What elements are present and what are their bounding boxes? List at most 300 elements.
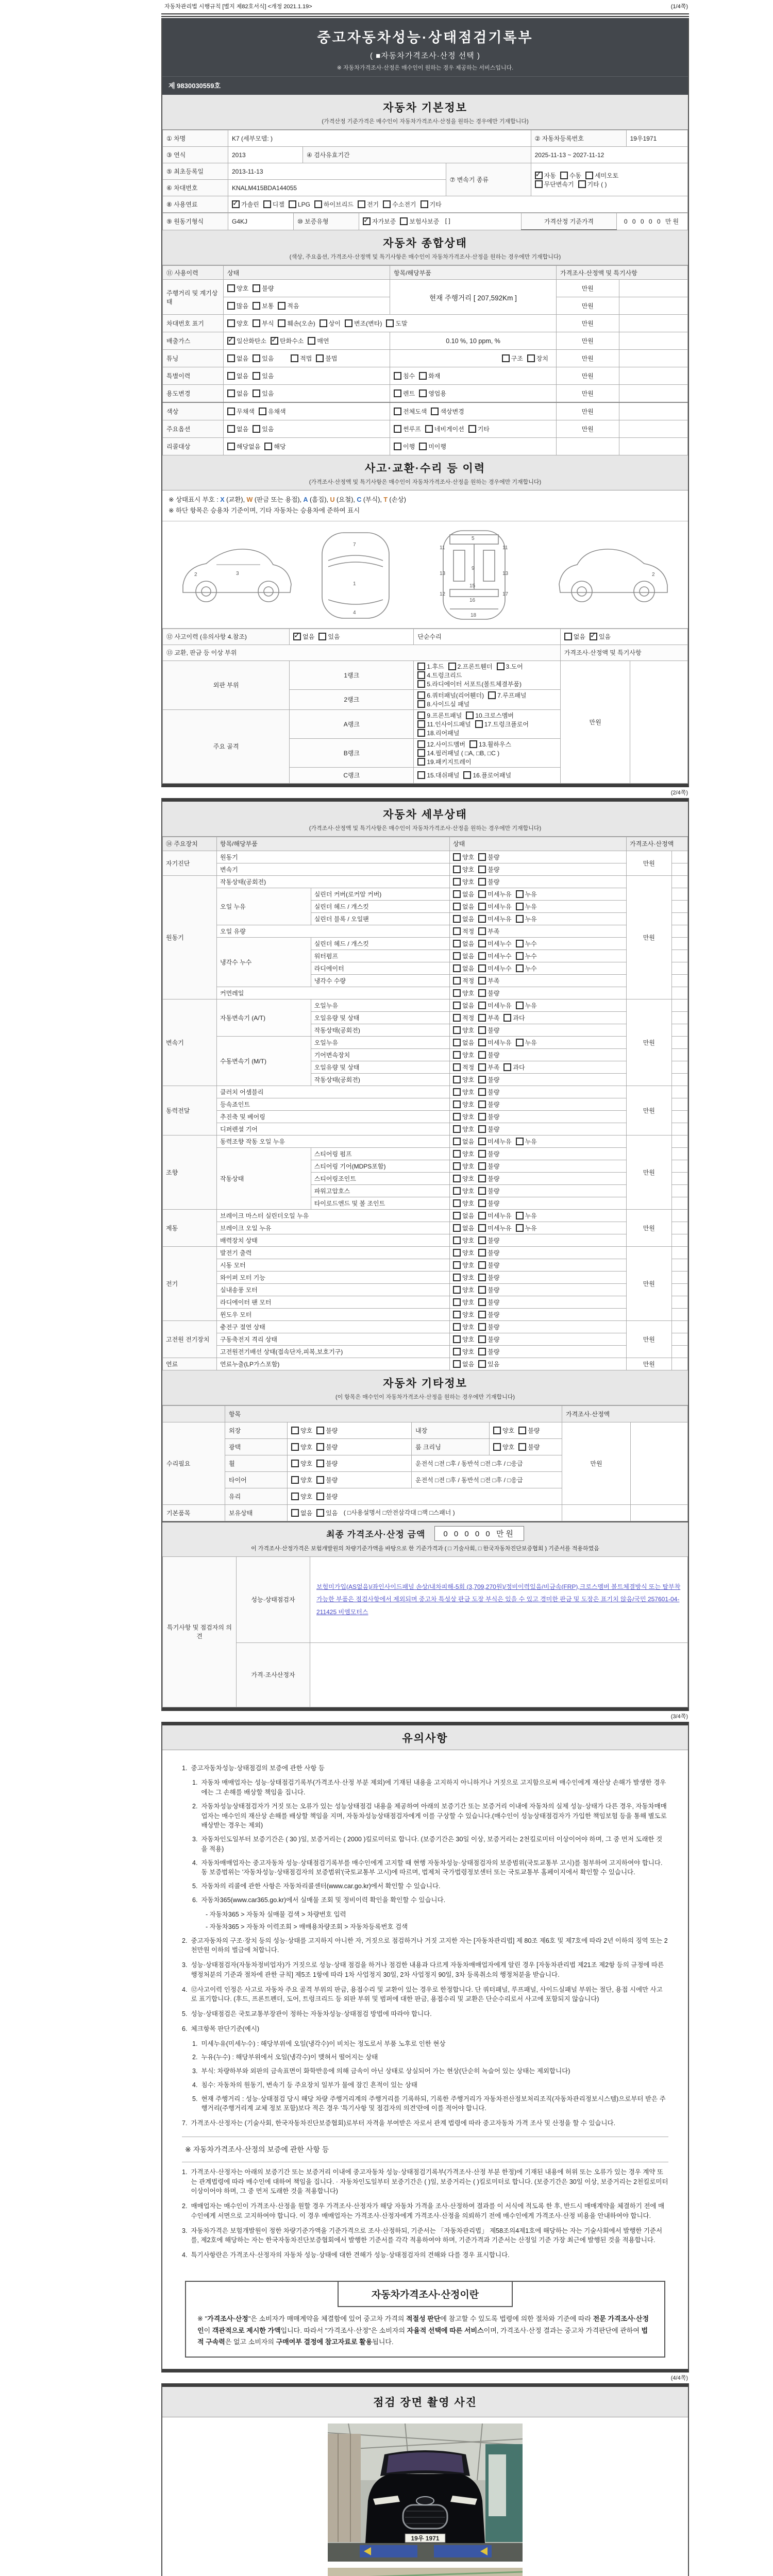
checkbox-option[interactable] xyxy=(478,902,511,911)
checkbox[interactable] xyxy=(289,200,296,208)
checkbox[interactable] xyxy=(417,729,425,737)
checkbox-option[interactable] xyxy=(564,632,585,641)
checkbox-option[interactable] xyxy=(469,740,511,749)
checkbox[interactable] xyxy=(253,302,260,310)
checkbox-option[interactable] xyxy=(291,1459,312,1468)
checkbox-option[interactable] xyxy=(453,927,474,936)
checkbox-option[interactable] xyxy=(516,890,537,899)
checkbox-option[interactable] xyxy=(417,728,459,737)
checkbox-option[interactable] xyxy=(453,952,474,960)
checkbox-option[interactable] xyxy=(419,389,446,398)
checkbox-option[interactable] xyxy=(308,336,329,345)
checkbox[interactable] xyxy=(453,964,461,972)
checkbox-option[interactable] xyxy=(425,425,464,433)
checkbox-option[interactable] xyxy=(291,1426,312,1435)
checkbox-option[interactable] xyxy=(478,890,511,899)
checkbox-option[interactable] xyxy=(316,1476,338,1484)
checkbox-option[interactable] xyxy=(453,1088,474,1096)
checkbox[interactable] xyxy=(516,903,524,910)
checkbox-option[interactable] xyxy=(516,1137,537,1146)
checkbox-option[interactable] xyxy=(291,1476,312,1484)
checkbox[interactable] xyxy=(453,1360,461,1368)
checkbox[interactable] xyxy=(417,720,425,728)
checkbox[interactable] xyxy=(291,1493,299,1500)
checkbox-option[interactable] xyxy=(463,771,511,779)
checkbox[interactable] xyxy=(383,200,391,208)
checkbox[interactable] xyxy=(316,1443,324,1451)
checkbox-option[interactable] xyxy=(316,1509,338,1517)
checkbox[interactable] xyxy=(453,903,461,910)
checkbox[interactable] xyxy=(400,217,408,225)
checkbox[interactable] xyxy=(478,940,486,947)
checkbox-option[interactable] xyxy=(271,336,304,345)
checkbox[interactable] xyxy=(478,853,486,861)
checkbox-option[interactable] xyxy=(253,389,274,398)
checkbox[interactable] xyxy=(316,1476,324,1484)
checkbox-option[interactable] xyxy=(453,1075,474,1084)
checkbox[interactable] xyxy=(227,443,235,450)
checkbox-option[interactable] xyxy=(453,1026,474,1035)
checkbox-option[interactable] xyxy=(227,301,248,310)
checkbox-option[interactable] xyxy=(453,1285,474,1294)
checkbox[interactable] xyxy=(419,372,427,380)
checkbox[interactable] xyxy=(527,354,535,362)
checkbox[interactable] xyxy=(478,1076,486,1083)
checkbox-option[interactable] xyxy=(516,914,537,923)
checkbox[interactable] xyxy=(417,700,425,708)
checkbox[interactable] xyxy=(478,915,486,923)
checkbox-option[interactable] xyxy=(278,301,299,310)
checkbox[interactable] xyxy=(478,1063,486,1071)
checkbox-option[interactable] xyxy=(227,389,248,398)
checkbox-option[interactable] xyxy=(527,354,548,363)
checkbox-checked[interactable] xyxy=(271,337,278,345)
checkbox[interactable] xyxy=(417,680,425,688)
checkbox-option[interactable] xyxy=(516,939,537,948)
checkbox[interactable] xyxy=(478,1162,486,1170)
checkbox-option[interactable] xyxy=(453,1038,474,1047)
checkbox[interactable] xyxy=(453,1236,461,1244)
checkbox[interactable] xyxy=(453,915,461,923)
checkbox-option[interactable] xyxy=(431,407,464,416)
checkbox-option[interactable] xyxy=(417,771,459,779)
checkbox[interactable] xyxy=(453,1076,461,1083)
checkbox[interactable] xyxy=(453,1039,461,1046)
checkbox[interactable] xyxy=(448,663,456,670)
checkbox-option[interactable] xyxy=(478,1224,511,1232)
checkbox[interactable] xyxy=(417,671,425,679)
checkbox-option[interactable] xyxy=(478,1360,499,1368)
checkbox[interactable] xyxy=(394,408,401,415)
checkbox-option[interactable] xyxy=(253,284,274,293)
checkbox-option[interactable] xyxy=(453,1248,474,1257)
checkbox-option[interactable] xyxy=(394,389,415,398)
checkbox-option[interactable] xyxy=(478,1013,499,1022)
checkbox-option[interactable] xyxy=(478,1174,499,1183)
checkbox-option[interactable] xyxy=(419,371,440,380)
checkbox[interactable] xyxy=(425,425,433,433)
checkbox[interactable] xyxy=(516,940,524,947)
checkbox[interactable] xyxy=(518,1427,526,1434)
checkbox[interactable] xyxy=(478,1199,486,1207)
checkbox[interactable] xyxy=(453,1100,461,1108)
checkbox-option[interactable] xyxy=(293,632,314,641)
checkbox-option[interactable] xyxy=(316,1492,338,1501)
checkbox-option[interactable] xyxy=(227,354,248,363)
checkbox-option[interactable] xyxy=(394,425,421,433)
checkbox[interactable] xyxy=(503,1063,511,1071)
checkbox[interactable] xyxy=(453,977,461,985)
checkbox-option[interactable] xyxy=(291,354,312,363)
checkbox[interactable] xyxy=(453,1298,461,1306)
checkbox[interactable] xyxy=(478,927,486,935)
checkbox[interactable] xyxy=(453,1026,461,1034)
checkbox[interactable] xyxy=(417,711,425,719)
checkbox-option[interactable] xyxy=(417,749,499,757)
checkbox[interactable] xyxy=(453,1162,461,1170)
checkbox[interactable] xyxy=(417,663,425,670)
checkbox[interactable] xyxy=(453,1348,461,1355)
checkbox-option[interactable] xyxy=(417,662,444,671)
checkbox[interactable] xyxy=(585,172,593,179)
checkbox-option[interactable] xyxy=(264,442,285,451)
checkbox-option[interactable] xyxy=(516,1211,537,1220)
checkbox[interactable] xyxy=(478,866,486,873)
checkbox-checked[interactable] xyxy=(232,200,240,208)
checkbox-option[interactable] xyxy=(453,1310,474,1319)
checkbox[interactable] xyxy=(453,866,461,873)
checkbox-option[interactable] xyxy=(316,1426,338,1435)
checkbox-option[interactable] xyxy=(453,914,474,923)
checkbox[interactable] xyxy=(478,890,486,898)
checkbox[interactable] xyxy=(227,354,235,362)
checkbox[interactable] xyxy=(516,1138,524,1145)
checkbox[interactable] xyxy=(316,1493,324,1500)
checkbox[interactable] xyxy=(478,1335,486,1343)
checkbox[interactable] xyxy=(453,1199,461,1207)
checkbox-option[interactable] xyxy=(253,301,274,310)
checkbox-checked[interactable] xyxy=(363,217,371,225)
checkbox-option[interactable] xyxy=(253,425,274,433)
checkbox[interactable] xyxy=(478,1014,486,1022)
checkbox[interactable] xyxy=(421,200,428,208)
checkbox[interactable] xyxy=(316,1460,324,1467)
checkbox-option[interactable] xyxy=(232,200,259,209)
checkbox-option[interactable] xyxy=(453,1112,474,1121)
checkbox[interactable] xyxy=(419,443,427,450)
checkbox-option[interactable] xyxy=(535,180,574,189)
checkbox-option[interactable] xyxy=(386,319,407,328)
checkbox-option[interactable] xyxy=(363,217,396,226)
checkbox-option[interactable] xyxy=(560,171,581,180)
checkbox[interactable] xyxy=(578,180,586,188)
checkbox[interactable] xyxy=(417,749,425,757)
checkbox[interactable] xyxy=(316,1509,324,1517)
checkbox[interactable] xyxy=(453,1138,461,1145)
checkbox[interactable] xyxy=(345,319,352,327)
checkbox[interactable] xyxy=(291,1476,299,1484)
checkbox-option[interactable] xyxy=(493,1426,514,1435)
checkbox[interactable] xyxy=(314,200,322,208)
checkbox[interactable] xyxy=(453,952,461,960)
checkbox-option[interactable] xyxy=(453,1335,474,1344)
checkbox[interactable] xyxy=(516,964,524,972)
checkbox-option[interactable] xyxy=(419,442,446,451)
checkbox-option[interactable] xyxy=(478,1063,499,1072)
checkbox[interactable] xyxy=(291,1460,299,1467)
checkbox[interactable] xyxy=(253,389,260,397)
checkbox[interactable] xyxy=(394,372,401,380)
checkbox[interactable] xyxy=(453,1323,461,1331)
checkbox[interactable] xyxy=(478,903,486,910)
checkbox-option[interactable] xyxy=(394,371,415,380)
checkbox-option[interactable] xyxy=(394,407,427,416)
checkbox-option[interactable] xyxy=(488,691,526,700)
checkbox-option[interactable] xyxy=(291,1492,312,1501)
checkbox-option[interactable] xyxy=(316,354,337,363)
checkbox[interactable] xyxy=(453,1224,461,1232)
checkbox-option[interactable] xyxy=(585,171,618,180)
checkbox-option[interactable] xyxy=(478,1149,499,1158)
checkbox[interactable] xyxy=(466,711,474,719)
checkbox[interactable] xyxy=(516,1212,524,1219)
checkbox-option[interactable] xyxy=(453,1199,474,1208)
checkbox-option[interactable] xyxy=(453,989,474,997)
checkbox-option[interactable] xyxy=(453,1174,474,1183)
checkbox-option[interactable] xyxy=(478,1211,511,1220)
checkbox[interactable] xyxy=(478,878,486,886)
checkbox[interactable] xyxy=(478,1026,486,1034)
checkbox[interactable] xyxy=(503,1014,511,1022)
checkbox[interactable] xyxy=(453,989,461,997)
checkbox[interactable] xyxy=(291,354,298,362)
checkbox-option[interactable] xyxy=(478,853,499,861)
checkbox[interactable] xyxy=(478,1187,486,1195)
checkbox[interactable] xyxy=(253,425,260,433)
checkbox-option[interactable] xyxy=(478,952,511,960)
checkbox-option[interactable] xyxy=(453,1360,474,1368)
checkbox-option[interactable] xyxy=(253,354,274,363)
checkbox[interactable] xyxy=(453,1249,461,1257)
checkbox[interactable] xyxy=(453,1002,461,1009)
checkbox-checked[interactable] xyxy=(590,633,597,640)
checkbox-option[interactable] xyxy=(478,1310,499,1319)
checkbox-option[interactable] xyxy=(453,1013,474,1022)
checkbox[interactable] xyxy=(394,443,401,450)
checkbox-option[interactable] xyxy=(478,964,511,973)
checkbox-option[interactable] xyxy=(263,200,284,209)
checkbox[interactable] xyxy=(478,1261,486,1269)
checkbox[interactable] xyxy=(493,1427,501,1434)
checkbox-option[interactable] xyxy=(478,939,511,948)
checkbox-option[interactable] xyxy=(516,1038,537,1047)
checkbox-option[interactable] xyxy=(503,1063,525,1072)
checkbox[interactable] xyxy=(291,1509,299,1517)
checkbox[interactable] xyxy=(453,940,461,947)
checkbox[interactable] xyxy=(478,1212,486,1219)
checkbox-option[interactable] xyxy=(478,1088,499,1096)
checkbox[interactable] xyxy=(316,354,324,362)
checkbox-option[interactable] xyxy=(478,989,499,997)
checkbox-option[interactable] xyxy=(478,1248,499,1257)
checkbox[interactable] xyxy=(264,443,272,450)
checkbox-option[interactable] xyxy=(478,1026,499,1035)
checkbox-option[interactable] xyxy=(453,1211,474,1220)
checkbox[interactable] xyxy=(516,1039,524,1046)
checkbox-option[interactable] xyxy=(475,720,529,728)
checkbox-option[interactable] xyxy=(478,1038,511,1047)
checkbox-option[interactable] xyxy=(535,171,556,180)
checkbox[interactable] xyxy=(253,372,260,380)
checkbox-option[interactable] xyxy=(259,407,286,416)
checkbox-option[interactable] xyxy=(453,1162,474,1171)
checkbox-option[interactable] xyxy=(278,319,315,328)
checkbox[interactable] xyxy=(468,425,476,433)
checkbox[interactable] xyxy=(453,1088,461,1096)
checkbox-checked[interactable] xyxy=(535,172,543,179)
checkbox-option[interactable] xyxy=(516,1224,537,1232)
checkbox-option[interactable] xyxy=(478,1199,499,1208)
checkbox[interactable] xyxy=(478,1138,486,1145)
checkbox[interactable] xyxy=(478,1236,486,1244)
checkbox-option[interactable] xyxy=(453,1323,474,1331)
checkbox[interactable] xyxy=(478,1298,486,1306)
checkbox-option[interactable] xyxy=(503,1013,525,1022)
checkbox-option[interactable] xyxy=(253,371,274,380)
checkbox-option[interactable] xyxy=(453,877,474,886)
checkbox-option[interactable] xyxy=(453,1236,474,1245)
checkbox-option[interactable] xyxy=(417,757,471,766)
checkbox[interactable] xyxy=(488,691,496,699)
checkbox-option[interactable] xyxy=(394,442,415,451)
checkbox[interactable] xyxy=(227,319,235,327)
checkbox-option[interactable] xyxy=(400,217,439,226)
checkbox[interactable] xyxy=(453,1286,461,1294)
checkbox[interactable] xyxy=(227,389,235,397)
checkbox-option[interactable] xyxy=(453,1187,474,1195)
checkbox-option[interactable] xyxy=(478,1125,499,1133)
checkbox-option[interactable] xyxy=(493,1443,514,1451)
checkbox[interactable] xyxy=(394,425,401,433)
checkbox[interactable] xyxy=(253,319,260,327)
checkbox[interactable] xyxy=(518,1443,526,1451)
checkbox-option[interactable] xyxy=(417,680,522,688)
checkbox[interactable] xyxy=(417,758,425,766)
checkbox[interactable] xyxy=(320,319,327,327)
checkbox-option[interactable] xyxy=(590,632,611,641)
checkbox[interactable] xyxy=(478,952,486,960)
checkbox[interactable] xyxy=(227,284,235,292)
checkbox[interactable] xyxy=(453,927,461,935)
checkbox-option[interactable] xyxy=(478,1100,499,1109)
checkbox[interactable] xyxy=(478,1150,486,1158)
checkbox[interactable] xyxy=(478,964,486,972)
checkbox-checked[interactable] xyxy=(293,633,301,640)
checkbox-option[interactable] xyxy=(316,1459,338,1468)
checkbox[interactable] xyxy=(453,1063,461,1071)
checkbox-option[interactable] xyxy=(478,877,499,886)
checkbox[interactable] xyxy=(278,302,285,310)
checkbox-option[interactable] xyxy=(478,1273,499,1282)
checkbox[interactable] xyxy=(475,720,483,728)
checkbox-option[interactable] xyxy=(417,671,462,680)
checkbox-option[interactable] xyxy=(453,1125,474,1133)
checkbox-option[interactable] xyxy=(578,180,607,189)
checkbox-option[interactable] xyxy=(421,200,442,209)
checkbox-option[interactable] xyxy=(478,976,499,985)
checkbox[interactable] xyxy=(516,1002,524,1009)
checkbox-option[interactable] xyxy=(453,865,474,874)
checkbox[interactable] xyxy=(453,1175,461,1182)
checkbox-option[interactable] xyxy=(227,284,248,293)
checkbox[interactable] xyxy=(497,663,505,670)
checkbox-option[interactable] xyxy=(453,1001,474,1010)
checkbox-option[interactable] xyxy=(502,354,523,363)
checkbox[interactable] xyxy=(308,337,315,345)
checkbox-option[interactable] xyxy=(453,1063,474,1072)
checkbox-option[interactable] xyxy=(291,1509,312,1517)
checkbox[interactable] xyxy=(493,1443,501,1451)
checkbox[interactable] xyxy=(478,989,486,997)
checkbox-option[interactable] xyxy=(320,319,341,328)
checkbox-option[interactable] xyxy=(448,662,493,671)
checkbox[interactable] xyxy=(259,408,266,415)
checkbox-option[interactable] xyxy=(227,319,248,328)
checkbox-option[interactable] xyxy=(453,1298,474,1307)
checkbox[interactable] xyxy=(453,890,461,898)
checkbox-option[interactable] xyxy=(453,1149,474,1158)
checkbox[interactable] xyxy=(516,915,524,923)
checkbox[interactable] xyxy=(227,302,235,310)
checkbox[interactable] xyxy=(478,1348,486,1355)
checkbox-option[interactable] xyxy=(453,976,474,985)
checkbox[interactable] xyxy=(516,952,524,960)
checkbox[interactable] xyxy=(291,1427,299,1434)
checkbox-option[interactable] xyxy=(453,1273,474,1282)
checkbox[interactable] xyxy=(478,1274,486,1281)
checkbox-option[interactable] xyxy=(453,1224,474,1232)
checkbox[interactable] xyxy=(453,1261,461,1269)
checkbox-option[interactable] xyxy=(417,700,469,708)
checkbox[interactable] xyxy=(253,354,260,362)
checkbox[interactable] xyxy=(253,284,260,292)
checkbox[interactable] xyxy=(417,740,425,748)
checkbox-option[interactable] xyxy=(453,1137,474,1146)
checkbox[interactable] xyxy=(478,977,486,985)
checkbox[interactable] xyxy=(535,180,543,188)
checkbox[interactable] xyxy=(478,1360,486,1368)
checkbox-option[interactable] xyxy=(478,1335,499,1344)
checkbox[interactable] xyxy=(318,633,326,640)
checkbox[interactable] xyxy=(478,1249,486,1257)
checkbox[interactable] xyxy=(453,1014,461,1022)
checkbox[interactable] xyxy=(263,200,271,208)
checkbox-option[interactable] xyxy=(453,1100,474,1109)
checkbox-option[interactable] xyxy=(417,740,465,749)
checkbox-option[interactable] xyxy=(227,442,260,451)
checkbox[interactable] xyxy=(227,372,235,380)
checkbox[interactable] xyxy=(453,1113,461,1121)
checkbox-option[interactable] xyxy=(478,1285,499,1294)
checkbox[interactable] xyxy=(417,771,425,779)
checkbox[interactable] xyxy=(453,878,461,886)
checkbox-option[interactable] xyxy=(453,1050,474,1059)
checkbox[interactable] xyxy=(478,1113,486,1121)
checkbox-option[interactable] xyxy=(289,200,310,208)
checkbox[interactable] xyxy=(316,1427,324,1434)
checkbox-option[interactable] xyxy=(453,1347,474,1356)
checkbox[interactable] xyxy=(278,319,285,327)
